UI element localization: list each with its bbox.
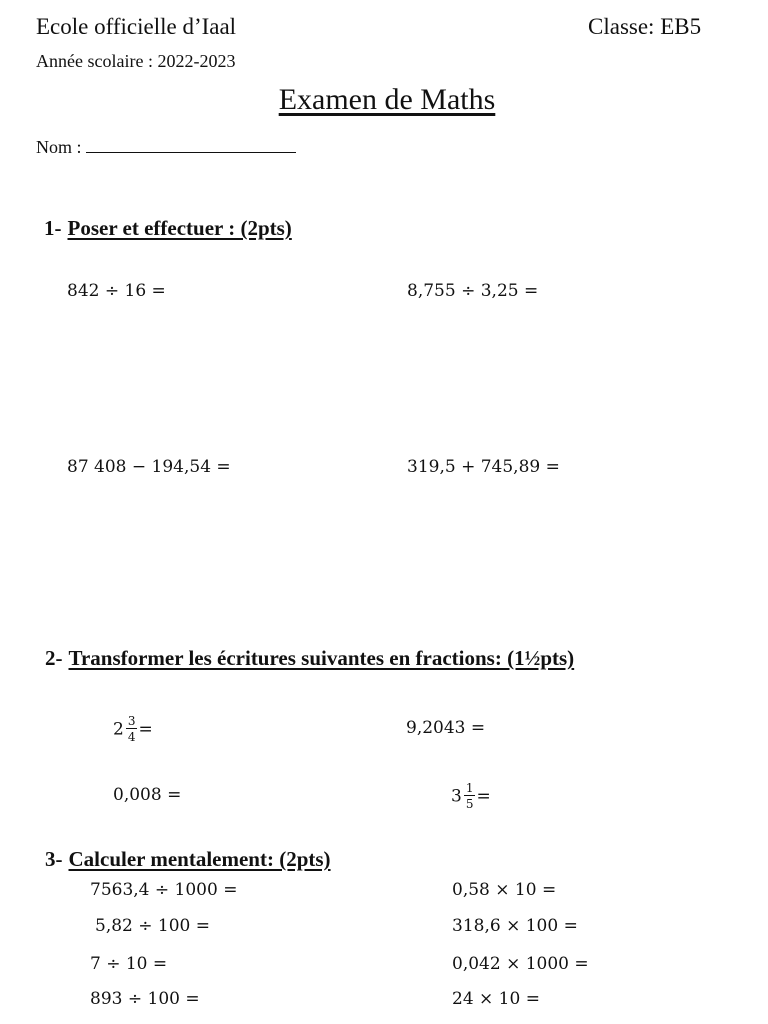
fraction-denominator: 5 <box>465 797 474 811</box>
exercise-2c: 0,008 = <box>113 785 182 805</box>
exercise-2d <box>451 783 491 811</box>
section-1-title: Poser et effectuer : (2pts) <box>67 216 292 240</box>
section-3-number: 3- <box>45 847 63 871</box>
section-2-heading <box>45 646 574 671</box>
section-1-number: 1- <box>44 216 62 240</box>
exercise-3g: 893 ÷ 100 = <box>90 989 200 1009</box>
name-field <box>36 137 296 158</box>
fraction <box>126 715 138 743</box>
exercise-3h: 24 × 10 = <box>452 989 540 1009</box>
name-blank-line <box>86 138 296 153</box>
section-3-heading <box>45 847 331 872</box>
equals-sign: = <box>138 719 153 740</box>
equals-sign: = <box>476 786 491 807</box>
exam-title: Examen de Maths <box>278 83 496 116</box>
exercise-2b: 9,2043 = <box>406 718 486 738</box>
fraction-numerator: 3 <box>127 714 136 728</box>
school-year: Année scolaire : 2022-2023 <box>36 51 236 71</box>
section-2-title: Transformer les écritures suivantes en fractions: (1½pts) <box>68 646 575 670</box>
exercise-3c: 5,82 ÷ 100 = <box>95 916 210 936</box>
mixed-number-whole: 2 <box>113 719 124 740</box>
mixed-number-whole: 3 <box>451 786 462 807</box>
name-label: Nom : <box>36 137 82 157</box>
fraction-numerator: 1 <box>465 781 474 795</box>
fraction <box>464 782 476 810</box>
section-1-heading <box>44 216 292 241</box>
exercise-3f: 0,042 × 1000 = <box>452 954 589 974</box>
exercise-1b: 8,755 ÷ 3,25 = <box>407 281 539 301</box>
exercise-2a <box>113 716 153 744</box>
fraction-denominator: 4 <box>127 730 136 744</box>
section-3-title: Calculer mentalement: (2pts) <box>68 847 331 871</box>
school-name: Ecole officielle d’Iaal <box>36 14 237 39</box>
exercise-3d: 318,6 × 100 = <box>452 916 578 936</box>
exercise-3b: 0,58 × 10 = <box>452 880 557 900</box>
exercise-3a: 7563,4 ÷ 1000 = <box>90 880 238 900</box>
exercise-3e: 7 ÷ 10 = <box>90 954 168 974</box>
section-2-number: 2- <box>45 646 63 670</box>
exercise-1a: 842 ÷ 16 = <box>67 281 166 301</box>
exercise-1d: 319,5 + 745,89 = <box>407 457 560 477</box>
class-label: Classe: EB5 <box>588 14 702 39</box>
exercise-1c: 87 408 − 194,54 = <box>67 457 231 477</box>
